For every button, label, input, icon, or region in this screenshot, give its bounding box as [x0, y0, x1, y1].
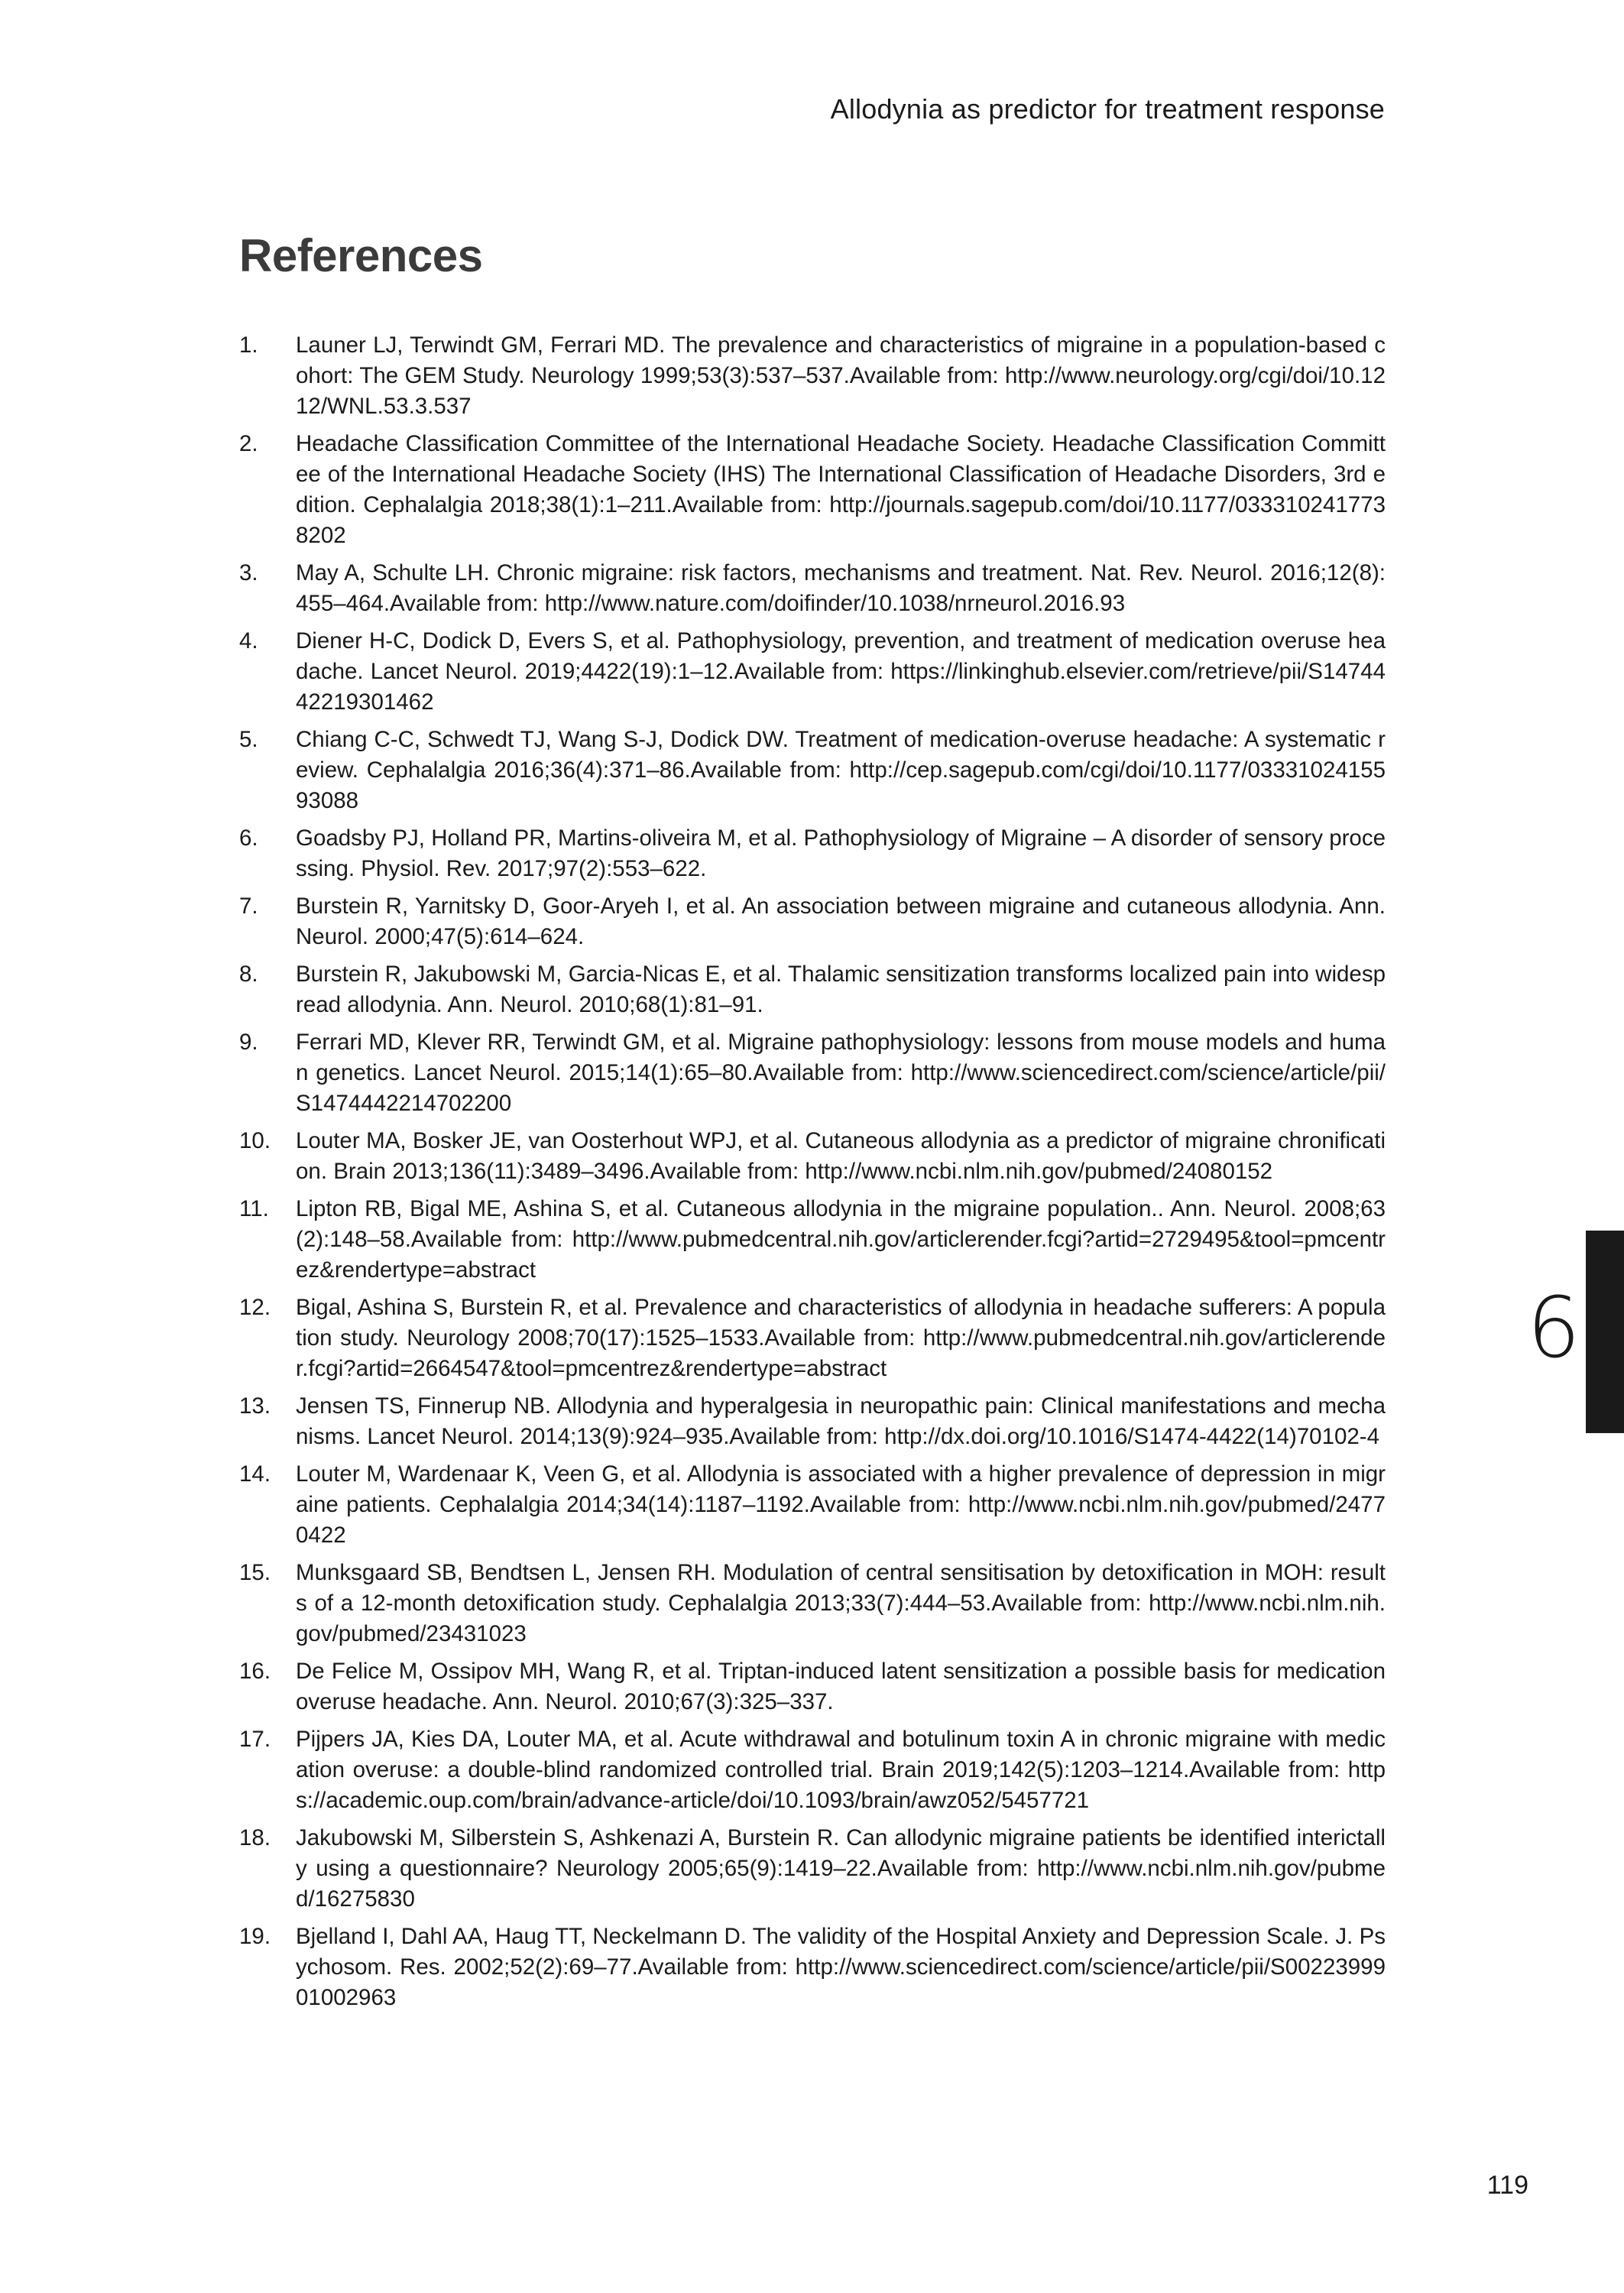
reference-number: 4. — [239, 628, 258, 654]
reference-text: Burstein R, Yarnitsky D, Goor-Aryeh I, et al. An association between migraine and cutaneous allodynia. Ann. Neurol. 2000;47(5):614–624. — [296, 894, 1386, 949]
reference-item — [239, 1391, 1386, 1452]
reference-number: 18. — [239, 1825, 271, 1850]
reference-item — [239, 1922, 1386, 2013]
reference-item — [239, 1126, 1386, 1187]
running-header: Allodynia as predictor for treatment response — [830, 93, 1385, 125]
reference-item — [239, 891, 1386, 952]
reference-number: 8. — [239, 962, 258, 987]
reference-number: 12. — [239, 1295, 271, 1320]
reference-text: Burstein R, Jakubowski M, Garcia-Nicas E, et al. Thalamic sensitization transforms localized pain into widespread allodynia. Ann. Neurol. 2010;68(1):81–91. — [296, 962, 1386, 1017]
reference-text: Chiang C-C, Schwedt TJ, Wang S-J, Dodick DW. Treatment of medication-overuse headache: A systematic review. Cephalalgia 2016;36(4):371–86.Available from: http://cep.sagepub.com/cgi/doi/10.1177/0333102415593088 — [296, 727, 1386, 813]
reference-number: 14. — [239, 1461, 271, 1487]
reference-list — [239, 330, 1386, 2020]
reference-text: De Felice M, Ossipov MH, Wang R, et al. Triptan-induced latent sensitization a possible basis for medication overuse headache. Ann. Neurol. 2010;67(3):325–337. — [296, 1659, 1386, 1714]
reference-item — [239, 1823, 1386, 1915]
reference-number: 5. — [239, 727, 258, 752]
reference-text: Jensen TS, Finnerup NB. Allodynia and hyperalgesia in neuropathic pain: Clinical manifestations and mechanisms. Lancet Neurol. 2014;13(9):924–935.Available from: http://dx.doi.org/10.1016/S1474-4422(14)70102-4 — [296, 1393, 1386, 1449]
reference-item — [239, 1292, 1386, 1384]
reference-number: 2. — [239, 431, 258, 456]
reference-number: 7. — [239, 894, 258, 919]
reference-number: 9. — [239, 1030, 258, 1055]
reference-item — [239, 558, 1386, 619]
reference-number: 1. — [239, 332, 258, 358]
reference-text: Lipton RB, Bigal ME, Ashina S, et al. Cutaneous allodynia in the migraine population.. Ann. Neurol. 2008;63(2):148–58.Available from: http://www.pubmedcentral.nih.gov/articlerender.fcgi?artid=2729495&tool=pmcentrez&rendertype=abstract — [296, 1196, 1386, 1283]
reference-text: Goadsby PJ, Holland PR, Martins-oliveira M, et al. Pathophysiology of Migraine – A disorder of sensory processing. Physiol. Rev. 2017;97(2):553–622. — [296, 825, 1386, 881]
reference-number: 15. — [239, 1560, 271, 1585]
reference-text: Diener H-C, Dodick D, Evers S, et al. Pathophysiology, prevention, and treatment of medication overuse headache. Lancet Neurol. 2019;4422(19):1–12.Available from: https://linkinghub.elsevier.com/retrieve/pii/S1474442219301462 — [296, 628, 1386, 715]
reference-number: 11. — [239, 1196, 269, 1221]
page-number: 119 — [1486, 2171, 1528, 2200]
reference-item — [239, 626, 1386, 718]
reference-text: May A, Schulte LH. Chronic migraine: risk factors, mechanisms and treatment. Nat. Rev. Neurol. 2016;12(8):455–464.Available from: http://www.nature.com/doifinder/10.1038/nrneurol.2016.93 — [296, 560, 1386, 616]
reference-text: Bigal, Ashina S, Burstein R, et al. Prevalence and characteristics of allodynia in headache sufferers: A population study. Neurology 2008;70(17):1525–1533.Available from: http://www.pubmedcentral.nih.gov/articlerender.fcgi?artid=2664547&tool=pmcentrez&rendertype=abstract — [296, 1295, 1386, 1381]
reference-item — [239, 1656, 1386, 1717]
reference-item — [239, 429, 1386, 551]
reference-item — [239, 1558, 1386, 1649]
reference-number: 10. — [239, 1128, 271, 1153]
reference-item — [239, 1459, 1386, 1551]
reference-number: 19. — [239, 1924, 271, 1949]
reference-item — [239, 1027, 1386, 1119]
reference-text: Bjelland I, Dahl AA, Haug TT, Neckelmann D. The validity of the Hospital Anxiety and Depression Scale. J. Psychosom. Res. 2002;52(2):69–77.Available from: http://www.sciencedirect.com/science/article/pii/S0022399901002963 — [296, 1924, 1386, 2010]
chapter-tab — [1586, 1231, 1624, 1433]
reference-item — [239, 330, 1386, 422]
reference-text: Louter MA, Bosker JE, van Oosterhout WPJ, et al. Cutaneous allodynia as a predictor of migraine chronification. Brain 2013;136(11):3489–3496.Available from: http://www.ncbi.nlm.nih.gov/pubmed/24080152 — [296, 1128, 1386, 1184]
reference-text: Launer LJ, Terwindt GM, Ferrari MD. The prevalence and characteristics of migraine in a population-based cohort: The GEM Study. Neurology 1999;53(3):537–537.Available from: http://www.neurology.org/cgi/doi/10.1212/WNL.53.3.537 — [296, 332, 1386, 419]
reference-text: Pijpers JA, Kies DA, Louter MA, et al. Acute withdrawal and botulinum toxin A in chronic migraine with medication overuse: a double-blind randomized controlled trial. Brain 2019;142(5):1203–1214.Available from: https://academic.oup.com/brain/advance-article/doi/10.1093/brain/awz052/5457721 — [296, 1727, 1386, 1813]
reference-item — [239, 959, 1386, 1020]
section-title: References — [239, 230, 483, 281]
chapter-number: 6 — [1527, 1279, 1580, 1377]
reference-text: Headache Classification Committee of the International Headache Society. Headache Classification Committee of the International Headache Society (IHS) The International Classification of Headache Disorders, 3rd edition. Cephalalgia 2018;38(1):1–211.Available from: http://journals.sagepub.com/doi/10.1177/0333102417738202 — [296, 431, 1386, 548]
reference-item — [239, 725, 1386, 816]
reference-text: Jakubowski M, Silberstein S, Ashkenazi A, Burstein R. Can allodynic migraine patients be identified interictally using a questionnaire? Neurology 2005;65(9):1419–22.Available from: http://www.ncbi.nlm.nih.gov/pubmed/16275830 — [296, 1825, 1386, 1912]
reference-text: Munksgaard SB, Bendtsen L, Jensen RH. Modulation of central sensitisation by detoxification in MOH: results of a 12-month detoxification study. Cephalalgia 2013;33(7):444–53.Available from: http://www.ncbi.nlm.nih.gov/pubmed/23431023 — [296, 1560, 1386, 1646]
reference-number: 13. — [239, 1393, 271, 1419]
reference-number: 6. — [239, 825, 258, 851]
reference-item — [239, 1194, 1386, 1286]
reference-number: 3. — [239, 560, 258, 585]
reference-item — [239, 1724, 1386, 1816]
reference-item — [239, 823, 1386, 884]
reference-text: Ferrari MD, Klever RR, Terwindt GM, et al. Migraine pathophysiology: lessons from mouse models and human genetics. Lancet Neurol. 2015;14(1):65–80.Available from: http://www.sciencedirect.com/science/article/pii/S1474442214702200 — [296, 1030, 1386, 1116]
reference-number: 16. — [239, 1659, 271, 1684]
reference-number: 17. — [239, 1727, 271, 1752]
reference-text: Louter M, Wardenaar K, Veen G, et al. Allodynia is associated with a higher prevalence of depression in migraine patients. Cephalalgia 2014;34(14):1187–1192.Available from: http://www.ncbi.nlm.nih.gov/pubmed/24770422 — [296, 1461, 1386, 1548]
